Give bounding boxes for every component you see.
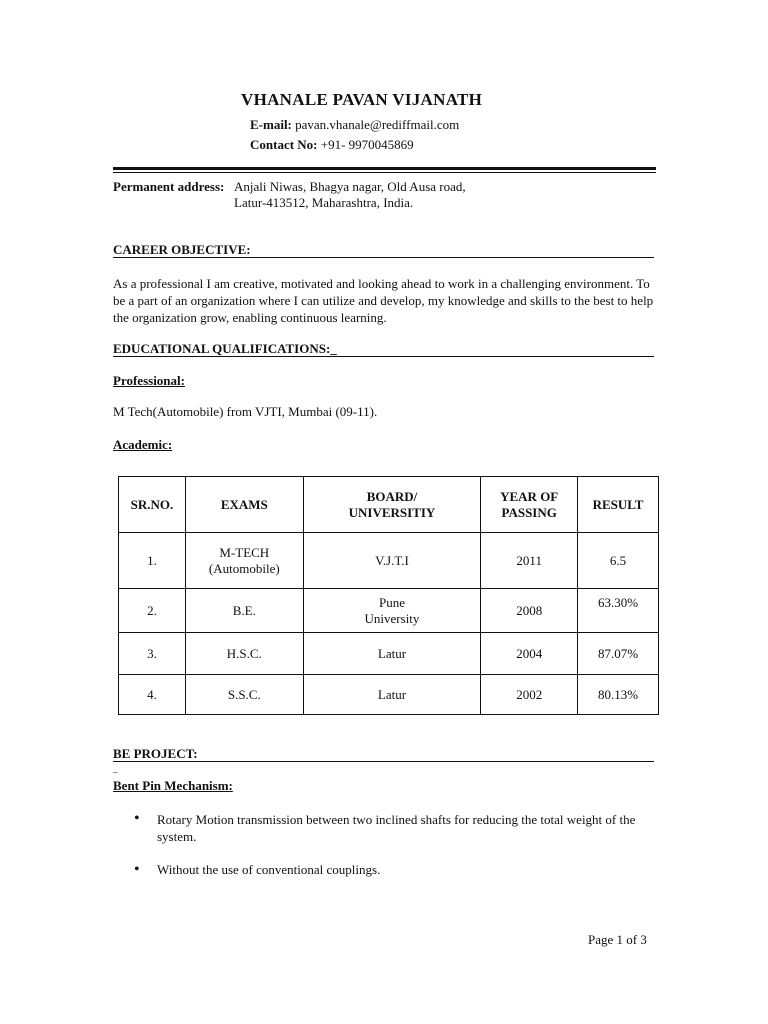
cell-board: Latur bbox=[303, 675, 481, 715]
cell-sr-no: 1. bbox=[119, 533, 186, 589]
address-line-1: Anjali Niwas, Bhagya nagar, Old Ausa road, bbox=[234, 179, 466, 194]
table-row bbox=[119, 675, 659, 715]
cell-exam: S.S.C. bbox=[185, 675, 303, 715]
header-result: RESULT bbox=[578, 477, 659, 533]
cell-sr-no: 3. bbox=[119, 633, 186, 675]
cell-result: 6.5 bbox=[578, 533, 659, 589]
cell-result: 63.30% bbox=[578, 589, 659, 633]
career-objective-text: As a professional I am creative, motivated and looking ahead to work in a challenging environment. To be a part of an organization where I can utilize and develop, my knowledge and skills to the best to help the organization grow, enabling continuous learning. bbox=[113, 276, 654, 325]
professional-qualification: M Tech(Automobile) from VJTI, Mumbai (09-11). bbox=[113, 404, 378, 419]
cell-result: 87.07% bbox=[578, 633, 659, 675]
candidate-name: VHANALE PAVAN VIJANATH bbox=[241, 90, 483, 109]
cell-exam: B.E. bbox=[185, 589, 303, 633]
cell-exam: H.S.C. bbox=[185, 633, 303, 675]
academic-table bbox=[118, 476, 659, 715]
header-board: BOARD/ UNIVERSITIY bbox=[303, 477, 481, 533]
email-value: pavan.vhanale@rediffmail.com bbox=[295, 117, 460, 132]
bullet-icon: • bbox=[134, 810, 140, 827]
contact-label: Contact No: bbox=[250, 137, 318, 152]
email-label: E-mail: bbox=[250, 117, 292, 132]
header-divider-thick bbox=[113, 167, 656, 170]
stray-underline-mark: _ bbox=[113, 764, 118, 774]
project-title: Bent Pin Mechanism: bbox=[113, 778, 233, 793]
header-divider-thin bbox=[113, 172, 656, 173]
address-line-2: Latur-413512, Maharashtra, India. bbox=[234, 195, 414, 210]
bullet-icon: • bbox=[134, 861, 140, 878]
professional-heading: Professional: bbox=[113, 373, 185, 388]
header-sr-no: SR.NO. bbox=[119, 477, 186, 533]
cell-sr-no: 4. bbox=[119, 675, 186, 715]
cell-year: 2011 bbox=[481, 533, 578, 589]
table-row bbox=[119, 589, 659, 633]
project-bullet-1: Rotary Motion transmission between two inclined shafts for reducing the total weight of the system. bbox=[157, 812, 636, 844]
contact-value: +91- 9970045869 bbox=[320, 137, 414, 152]
cell-sr-no: 2. bbox=[119, 589, 186, 633]
contact-line bbox=[250, 137, 414, 153]
be-project-heading: BE PROJECT: bbox=[113, 745, 654, 762]
cell-board: V.J.T.I bbox=[303, 533, 481, 589]
table-header-row bbox=[119, 477, 659, 533]
cell-exam: M-TECH (Automobile) bbox=[185, 533, 303, 589]
cell-year: 2008 bbox=[481, 589, 578, 633]
email-line bbox=[250, 117, 459, 133]
cell-board: Latur bbox=[303, 633, 481, 675]
cell-year: 2004 bbox=[481, 633, 578, 675]
page-number: Page 1 of 3 bbox=[588, 932, 647, 947]
education-heading: EDUCATIONAL QUALIFICATIONS:_ bbox=[113, 340, 654, 357]
cell-result: 80.13% bbox=[578, 675, 659, 715]
cell-year: 2002 bbox=[481, 675, 578, 715]
career-objective-heading: CAREER OBJECTIVE: bbox=[113, 241, 654, 258]
table-row bbox=[119, 533, 659, 589]
cell-board: Pune University bbox=[303, 589, 481, 633]
header-year: YEAR OF PASSING bbox=[481, 477, 578, 533]
address-label: Permanent address: bbox=[113, 179, 225, 194]
table-row bbox=[119, 633, 659, 675]
academic-heading: Academic: bbox=[113, 437, 173, 452]
project-bullet-2: Without the use of conventional couplings. bbox=[157, 862, 381, 877]
header-exams: EXAMS bbox=[185, 477, 303, 533]
